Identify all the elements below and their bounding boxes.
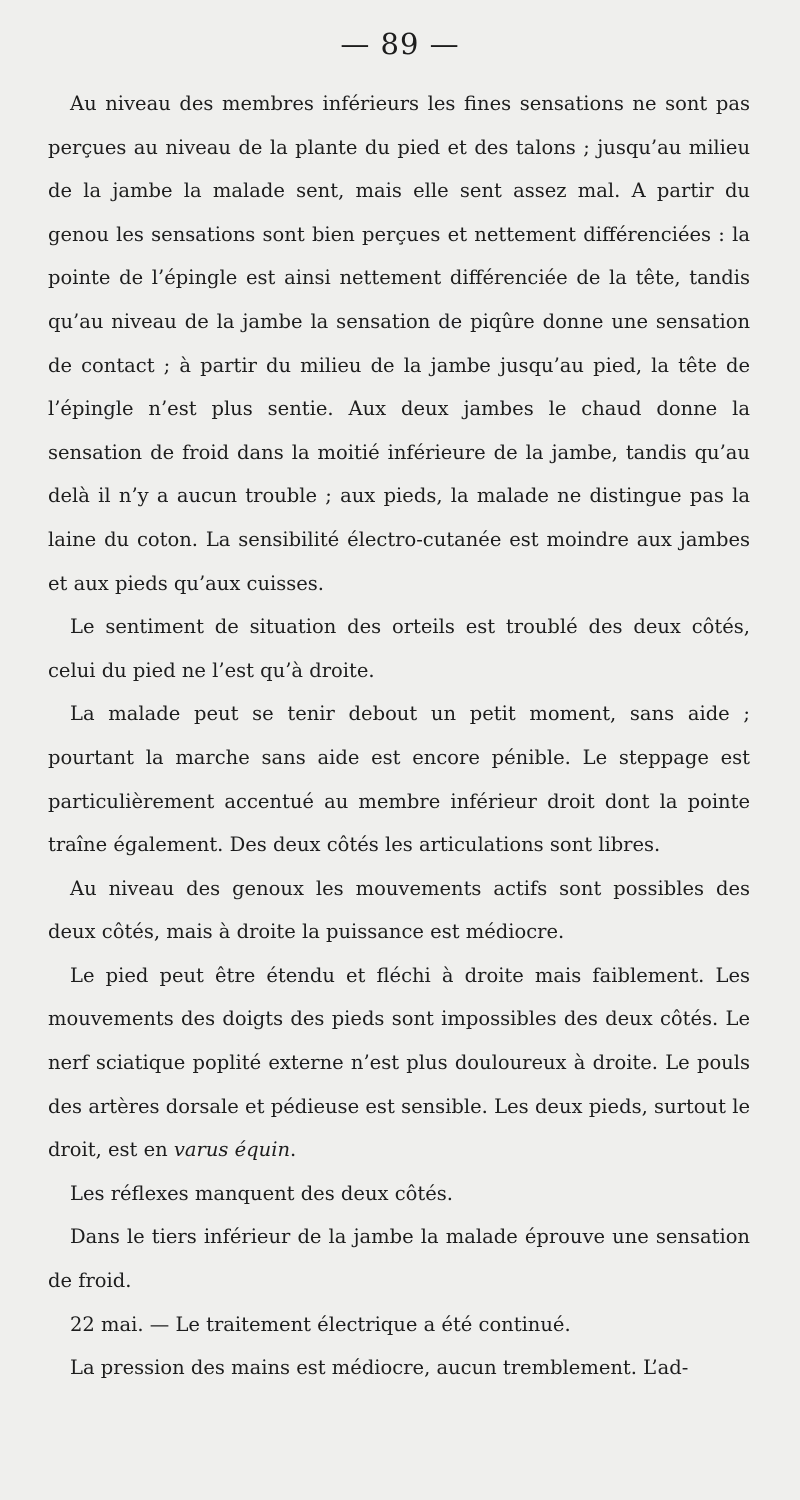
- paragraph-date: 22 mai. — Le traitement électrique a été continué.: [70, 1312, 571, 1336]
- italic-phrase: varus équin: [173, 1138, 291, 1162]
- page-number: — 89 —: [340, 27, 460, 61]
- paragraph-marche: La malade peut se tenir debout un petit moment, sans aide ; pourtant la marche sans aide est encore pénible. Le steppage est particulièrement accentué au membre inférieur droit dont la pointe traîne également. Des deux côtés les articulations sont libres.: [48, 702, 750, 857]
- paragraph-froid: Dans le tiers inférieur de la jambe la malade éprouve une sensation de froid.: [48, 1225, 750, 1293]
- paragraph-situation: Le sentiment de situation des orteils est troublé des deux côtés, celui du pied ne l’est qu’à droite.: [48, 615, 750, 682]
- paragraph-pression: La pression des mains est médiocre, aucun tremblement. L’ad-: [70, 1356, 689, 1380]
- paragraph-reflexes: Les réflexes manquent des deux côtés.: [70, 1181, 453, 1205]
- text-body: [48, 82, 750, 1390]
- paragraph-sensations: Au niveau des membres inférieurs les fines sensations ne sont pas perçues au niveau de la plante du pied et des talons ; jusqu’au milieu de la jambe la malade sent, mais elle sent assez mal. A partir du genou les sensations sont bien perçues et nettement différenciées : la pointe de l’épingle est ainsi nettement différenciée de la tête, tandis qu’au niveau de la jambe la sensation de piqûre donne une sensation de contact ; à partir du milieu de la jambe jusqu’au pied, la tête de l’épingle n’est plus sentie. Aux deux jambes le chaud donne la sensation de froid dans la moitié inférieure de la jambe, tandis qu’au delà il n’y a aucun trouble ; aux pieds, la malade ne distingue pas la laine du coton. La sensibilité électro-cutanée est moindre aux jambes et aux pieds qu’aux cuisses.: [48, 92, 750, 595]
- sentence-end: .: [290, 1138, 297, 1162]
- paragraph-pied-text: Le pied peut être étendu et fléchi à droite mais faiblement. Les mouvements des doigts des pieds sont impossibles des deux côtés. Le nerf sciatique poplité externe n’est plus douloureux à droite. Le pouls des artères dorsale et pédieuse est sensible. Les deux pieds, surtout le droit, est en: [48, 963, 750, 1162]
- paragraph-genoux: Au niveau des genoux les mouvements actifs sont possibles des deux côtés, mais à droite la puissance est médiocre.: [48, 876, 750, 944]
- paragraph-pied: [48, 954, 750, 1172]
